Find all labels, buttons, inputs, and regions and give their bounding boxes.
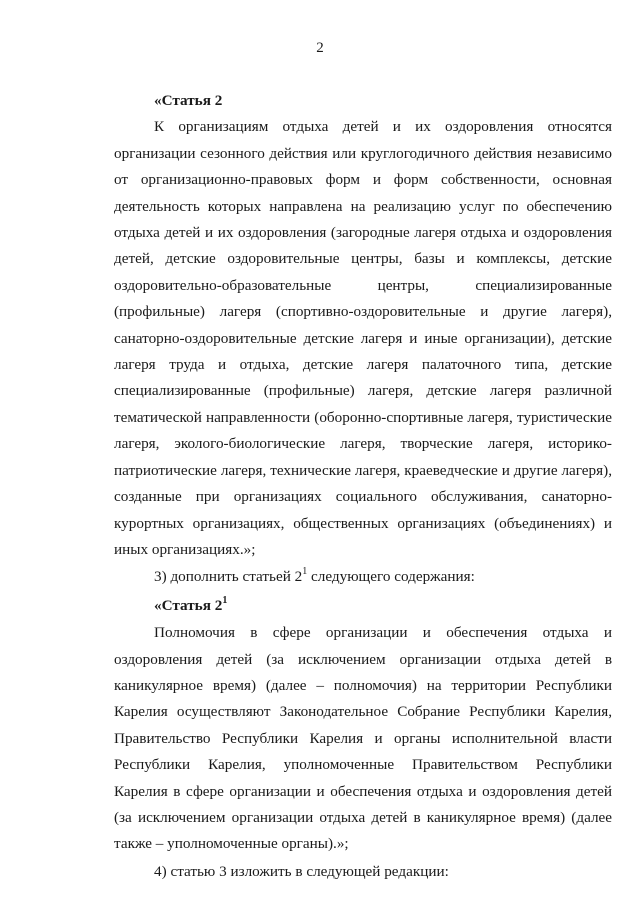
item-3-text-before: 3) дополнить статьей 2 (154, 568, 303, 586)
item-3-text-after: следующего содержания: (307, 568, 475, 586)
article-2-1-heading-text: «Статья 2 (154, 596, 223, 614)
article-2-1-body: Полномочия в сфере организации и обеспечения отдыха и оздоровления детей (за исключением организации отдыха детей в каникулярное время) (далее – полномочия) на территории Республики Карелия осуществляют Законодательное Собрание Республики Карелия, Правительство Республики Карелия и органы исполнительной власти Республики Карелия, уполномоченные Правительством Республики Карелия в сфере организации и обеспечения отдыха и оздоровления детей (за исключением организации отдыха детей в каникулярное время) (далее также – уполномоченные органы).»; (114, 624, 612, 853)
document-body (114, 88, 612, 885)
page-number: 2 (316, 40, 324, 56)
item-3-paragraph (114, 564, 612, 590)
item-3-superscript: 1 (302, 566, 308, 578)
article-2-heading: «Статья 2 (154, 92, 223, 109)
article-2-body: К организациям отдыха детей и их оздоровления относятся организации сезонного действия или круглогодичного действия независимо от организационно-правовых форм и форм собственности, основная деятельность которых направлена на реализацию услуг по обеспечению отдыха детей и их оздоровления (загородные лагеря отдыха и оздоровления детей, детские оздоровительные центры, базы и комплексы, детские оздоровительно-образовательные центры, специализированные (профильные) лагеря (спортивно-оздоровительные и другие лагеря), санаторно-оздоровительные детские лагеря и иные организации), детские лагеря труда и отдыха, детские лагеря палаточного типа, детские специализированные (профильные) лагеря, детские лагеря различной тематической направленности (оборонно-спортивные лагеря, туристические лагеря, эколого-биологические лагеря, творческие лагеря, историко-патриотические лагеря, технические лагеря, краеведческие и другие лагеря), созданные при организациях социального обслуживания, санаторно-курортных организациях, общественных организациях (объединениях) и иных организациях.»; (114, 118, 612, 558)
article-2-1-superscript: 1 (222, 594, 228, 606)
item-4-paragraph: 4) статью 3 изложить в следующей редакции: (154, 862, 449, 880)
article-2-1-heading (114, 593, 612, 619)
